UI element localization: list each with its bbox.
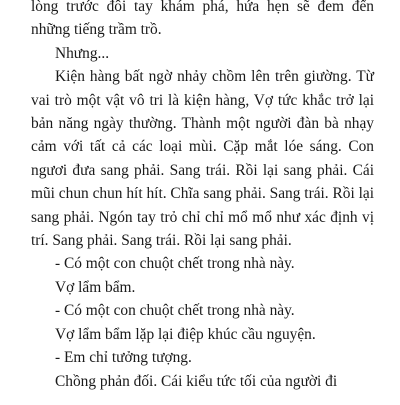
dialogue-line-2: - Có một con chuột chết trong nhà này. — [55, 302, 295, 320]
paragraph-diep-khuc: Vợ lẩm bẩm lặp lại điệp khúc cầu nguyện. — [55, 325, 316, 343]
paragraph-chong-phan-doi: Chồng phản đối. Cái kiểu tức tối của người đi — [55, 372, 338, 390]
dialogue-line-3: - Em chỉ tưởng tượng. — [55, 349, 192, 367]
paragraph-continuation: lòng trước đôi tay khám phá, hứa hẹn sẽ đem đến những tiếng trầm trồ. — [31, 0, 374, 39]
paragraph-vo-lam-bam: Vợ lẩm bẩm. — [55, 278, 136, 296]
dialogue-line-1: - Có một con chuột chết trong nhà này. — [55, 255, 295, 273]
paragraph-nhung: Nhưng... — [55, 44, 110, 62]
paragraph-kien-hang: Kiện hàng bất ngờ nhảy chồm lên trên giường. Từ vai trò một vật vô tri là kiện hàng, Vợ tức khắc trở lại bản năng ngày thường. Thành một người đàn bà nhạy cảm với tất cả các loại mùi. Cặp mắt lóe sáng. Con ngươi đưa sang phải. Sang trái. Rồi lại sang phải. Cái mũi chun chun hít hít. Chĩa sang phải. Sang trái. Rồi lại sang phải. Ngón tay trỏ chỉ chỉ mổ mổ như xác định vị trí. Sang phải. Sang trái. Rồi lại sang phải. — [31, 68, 374, 250]
